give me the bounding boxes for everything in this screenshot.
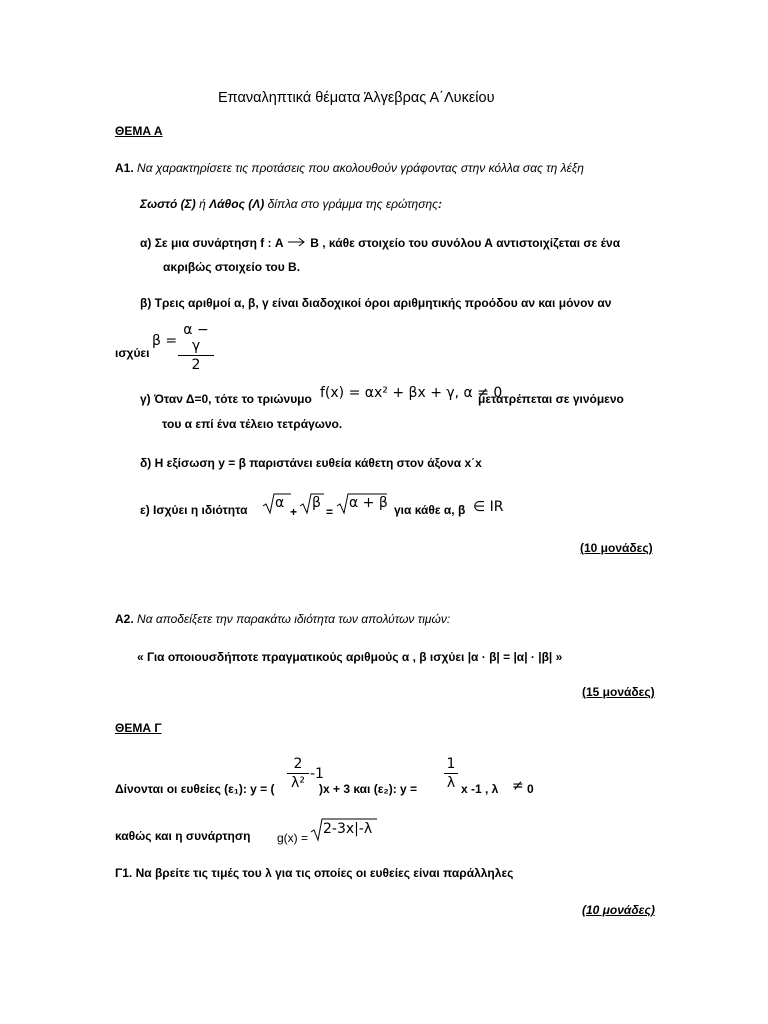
statement-a-part1: Σε μια συνάρτηση f : Α <box>154 236 284 250</box>
statement-c <box>140 392 312 406</box>
item-label: γ) <box>140 392 151 406</box>
fraction-1-over-lambda: 1 λ <box>444 756 458 791</box>
correct-label: Σωστό (Σ) <box>140 197 196 211</box>
statement-b <box>140 296 611 310</box>
question-g1 <box>115 866 513 880</box>
question-text: Να χαρακτηρίσετε τις προτάσεις που ακολουθούν γράφοντας στην κόλλα σας τη λέξη <box>137 161 584 175</box>
real-set: ∈ IR <box>473 499 504 515</box>
item-label: ε) <box>140 503 150 517</box>
marks-a2: (15 μονάδες) <box>582 685 655 699</box>
instruction-rest: δίπλα στο γράμμα της ερώτησης <box>267 197 438 211</box>
statement-d <box>140 456 482 470</box>
absolute-value-statement: « Για οποιουσδήποτε πραγματικούς αριθμούς α , β ισχύει |α · β| = |α| · |β| » <box>137 650 563 664</box>
sqrt-alpha: α <box>262 493 292 518</box>
plus-sign: + <box>290 505 298 519</box>
question-a2 <box>115 612 450 626</box>
question-text: Να βρείτε τις τιμές του λ για τις οποίες οι ευθείες είναι παράλληλες <box>135 866 514 880</box>
marks-g1: (10 μονάδες) <box>582 903 655 917</box>
question-label: Α2. <box>115 612 134 626</box>
item-label: β) <box>140 296 152 310</box>
statement-e-post: για κάθε α, β <box>394 503 466 517</box>
section-heading-thema-g: ΘΕΜΑ Γ <box>115 721 162 735</box>
function-g-label: g(x) = <box>277 831 309 845</box>
sqrt-alpha-plus-beta: α + β <box>336 493 388 518</box>
statement-e-text: Ισχύει η ιδιότητα <box>153 503 248 517</box>
statement-a-part2: Β , κάθε στοιχείο του συνόλου Α αντιστοιχίζεται σε ένα <box>310 236 621 250</box>
lines-given-part2: )x + 3 και (ε₂): y = <box>319 782 418 796</box>
statement-b-text: Τρεις αριθμοί α, β, γ είναι διαδοχικοί όροι αριθμητικής προόδου αν και μόνον αν <box>154 296 612 310</box>
statement-c-text: Όταν Δ=0, τότε το τριώνυμο <box>154 392 312 406</box>
question-text: Να αποδείξετε την παρακάτω ιδιότητα των απολύτων τιμών: <box>137 612 451 626</box>
statement-c-post: μετατρέπεται σε γινόμενο <box>478 392 624 406</box>
statement-a <box>140 235 620 250</box>
sqrt-g-function: 2-3x|-λ <box>310 818 378 845</box>
zero: 0 <box>527 782 534 796</box>
or-word: ή <box>199 197 206 211</box>
fraction-denominator: 2 <box>191 357 201 373</box>
lines-given-part1: Δίνονται οι ευθείες (ε₁): y = ( <box>115 782 275 796</box>
instruction-line: Σωστό (Σ) ή Λάθος (Λ) δίπλα στο γράμμα της ερώτησης: <box>140 197 442 211</box>
question-label: Α1. <box>115 161 134 175</box>
minus-one: -1 <box>310 766 324 782</box>
statement-b-line2: ισχύει <box>115 346 150 360</box>
question-a1 <box>115 161 584 175</box>
function-given-text: καθώς και η συνάρτηση <box>115 829 251 843</box>
item-label: δ) <box>140 456 152 470</box>
not-equal-sign: ≠ <box>512 778 524 794</box>
equals-sign: = <box>326 505 334 519</box>
question-label: Γ1. <box>115 866 133 880</box>
formula-b-fraction <box>178 322 214 373</box>
formula-b-lhs: β = <box>152 333 178 349</box>
statement-a-line2: ακριβώς στοιχείο του Β. <box>163 260 301 274</box>
trinomial-formula: f(x) = αx² + βx + γ, α ≠ 0 <box>320 385 503 401</box>
arrow-icon <box>287 235 307 247</box>
statement-c-line2: του α επί ένα τέλειο τετράγωνο. <box>162 417 343 431</box>
section-heading-thema-a: ΘΕΜΑ Α <box>115 124 163 138</box>
marks-a1: (10 μονάδες) <box>580 541 653 555</box>
wrong-label: Λάθος (Λ) <box>209 197 265 211</box>
statement-e <box>140 503 248 517</box>
statement-d-text: Η εξίσωση y = β παριστάνει ευθεία κάθετη στον άξονα x΄x <box>154 456 482 470</box>
page-title: Επαναληπτικά θέματα Άλγεβρας Α΄Λυκείου <box>218 90 495 106</box>
sqrt-beta: β <box>299 493 325 518</box>
item-label: α) <box>140 236 152 250</box>
lines-given-part3: x -1 , λ <box>461 782 499 796</box>
fraction-2-over-lambda-sq: 2 λ² <box>287 756 309 791</box>
fraction-numerator: α − γ <box>183 322 209 354</box>
